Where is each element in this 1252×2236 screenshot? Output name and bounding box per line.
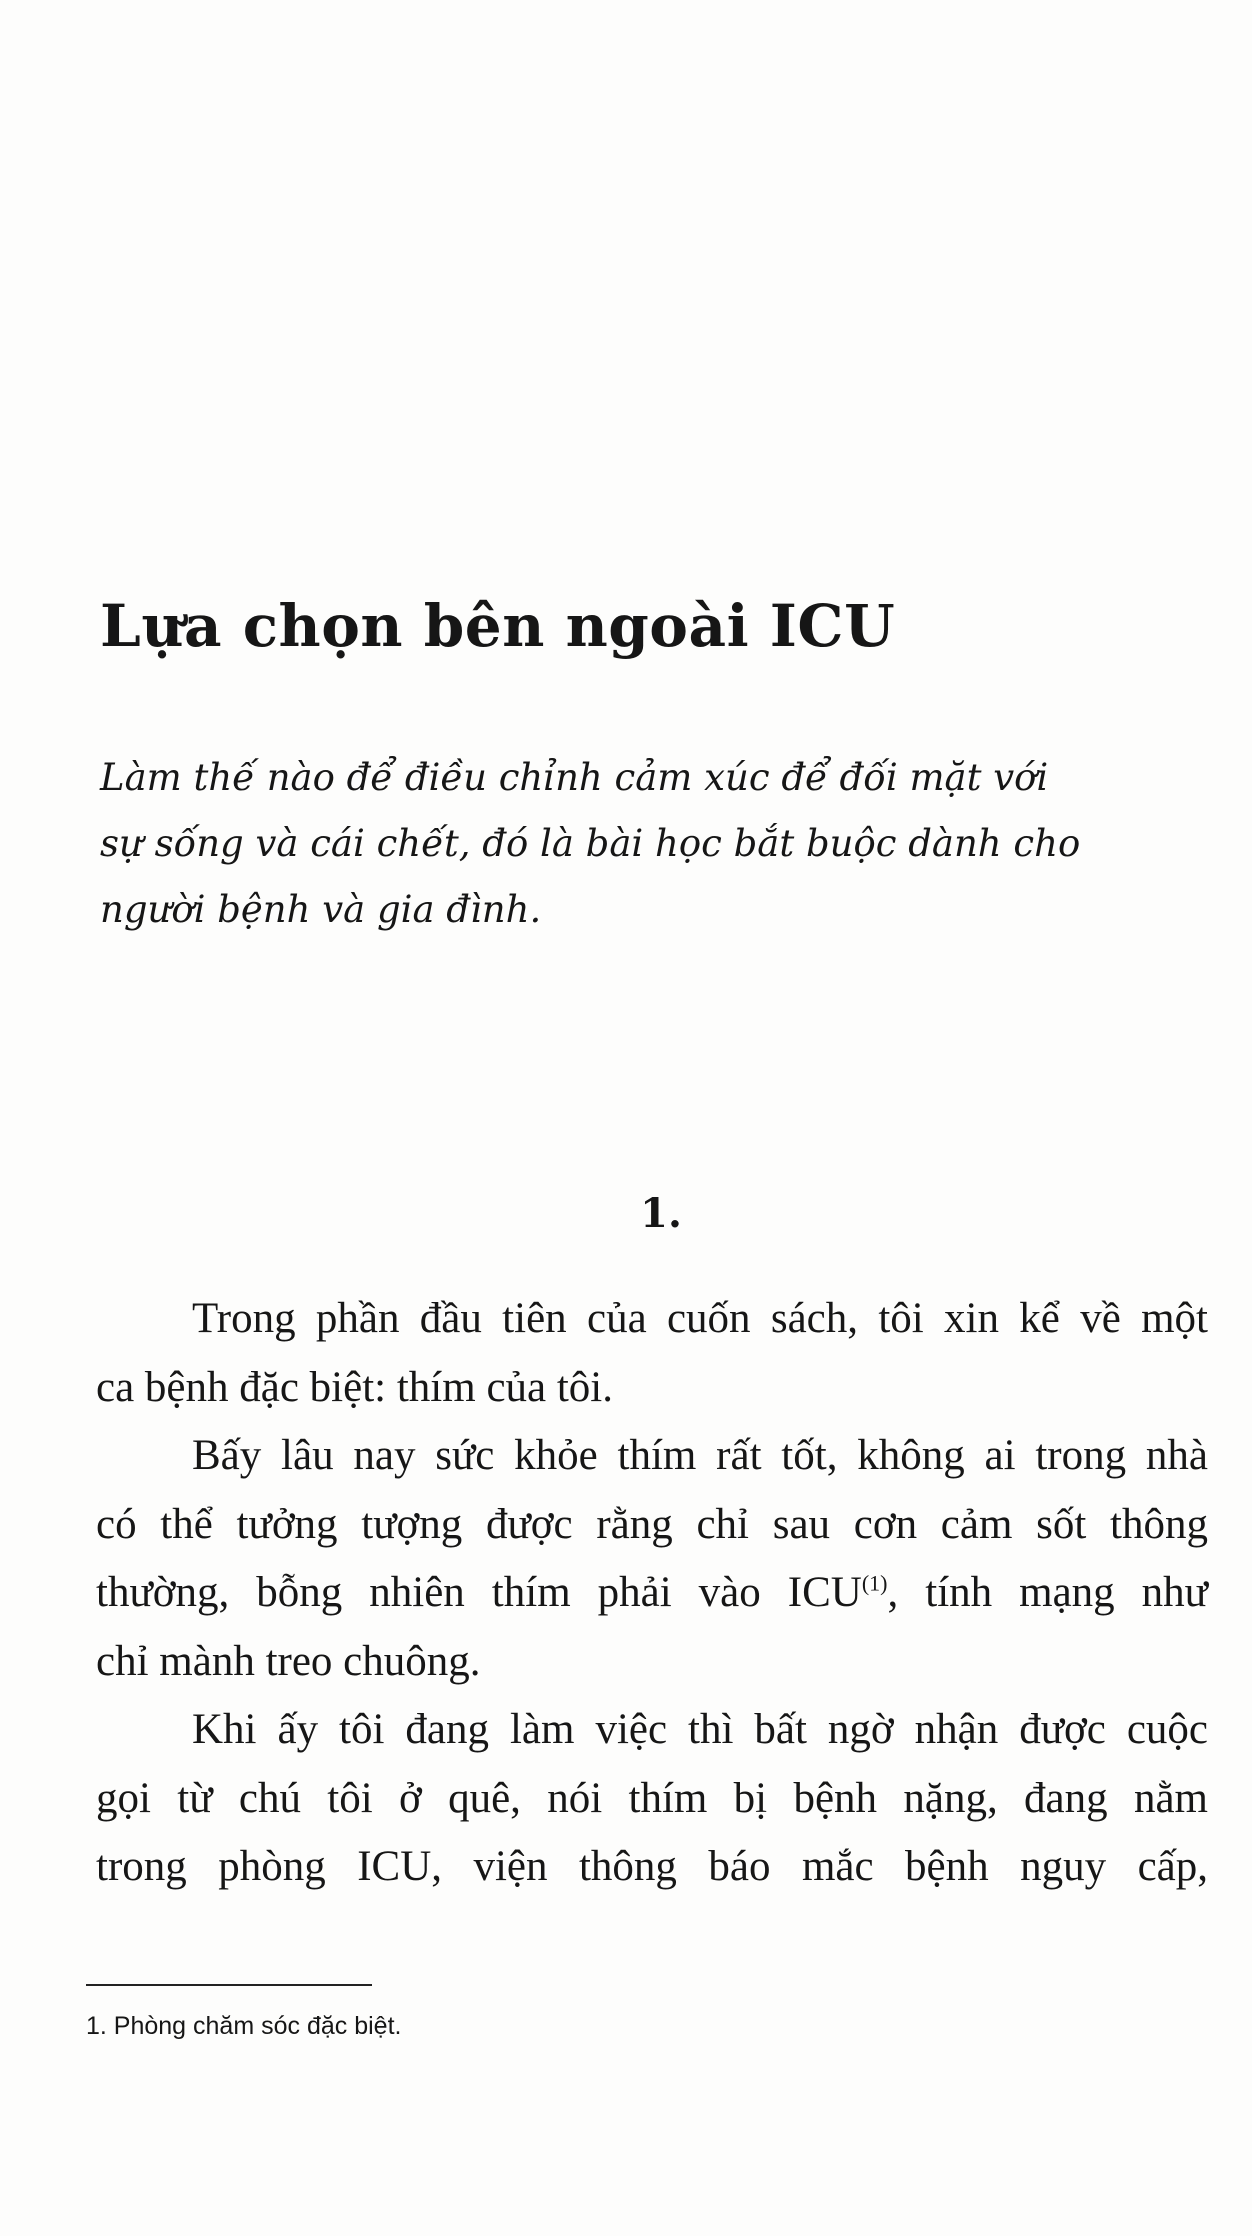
epigraph (100, 745, 1206, 943)
body-text-segment: , tính mạng như (887, 1569, 1208, 1616)
epigraph-line: Làm thế nào để điều chỉnh cảm xúc để đối mặt với (100, 756, 1049, 799)
body-line: Khi ấy tôi đang làm việc thì bất ngờ nhận được cuộc (192, 1706, 1208, 1753)
footnote-divider (86, 1984, 372, 1986)
body-line: có thể tưởng tượng được rằng chỉ sau cơn cảm sốt thông (96, 1500, 1208, 1548)
footnote-reference[interactable]: (1) (861, 1570, 888, 1596)
body-line: ca bệnh đặc biệt: thím của tôi. (96, 1363, 614, 1411)
chapter-title: Lựa chọn bên ngoài ICU (100, 592, 896, 660)
epigraph-line: người bệnh và gia đình. (100, 888, 542, 931)
footnote: 1. Phòng chăm sóc đặc biệt. (86, 2012, 402, 2040)
body-text-segment: thường, bỗng nhiên thím phải vào ICU (96, 1569, 862, 1616)
body-line: Bấy lâu nay sức khỏe thím rất tốt, không ai trong nhà (192, 1432, 1208, 1479)
body-line: gọi từ chú tôi ở quê, nói thím bị bệnh nặng, đang nằm (96, 1774, 1208, 1822)
body-line: Trong phần đầu tiên của cuốn sách, tôi xin kể về một (192, 1295, 1208, 1342)
body-line (96, 1559, 1208, 1628)
epigraph-line: sự sống và cái chết, đó là bài học bắt buộc dành cho (100, 822, 1081, 865)
body-line: trong phòng ICU, viện thông báo mắc bệnh nguy cấp, (96, 1843, 1208, 1890)
section-number: 1. (640, 1190, 682, 1237)
body-line: chỉ mành treo chuông. (96, 1637, 481, 1685)
body-text (96, 1285, 1208, 1902)
